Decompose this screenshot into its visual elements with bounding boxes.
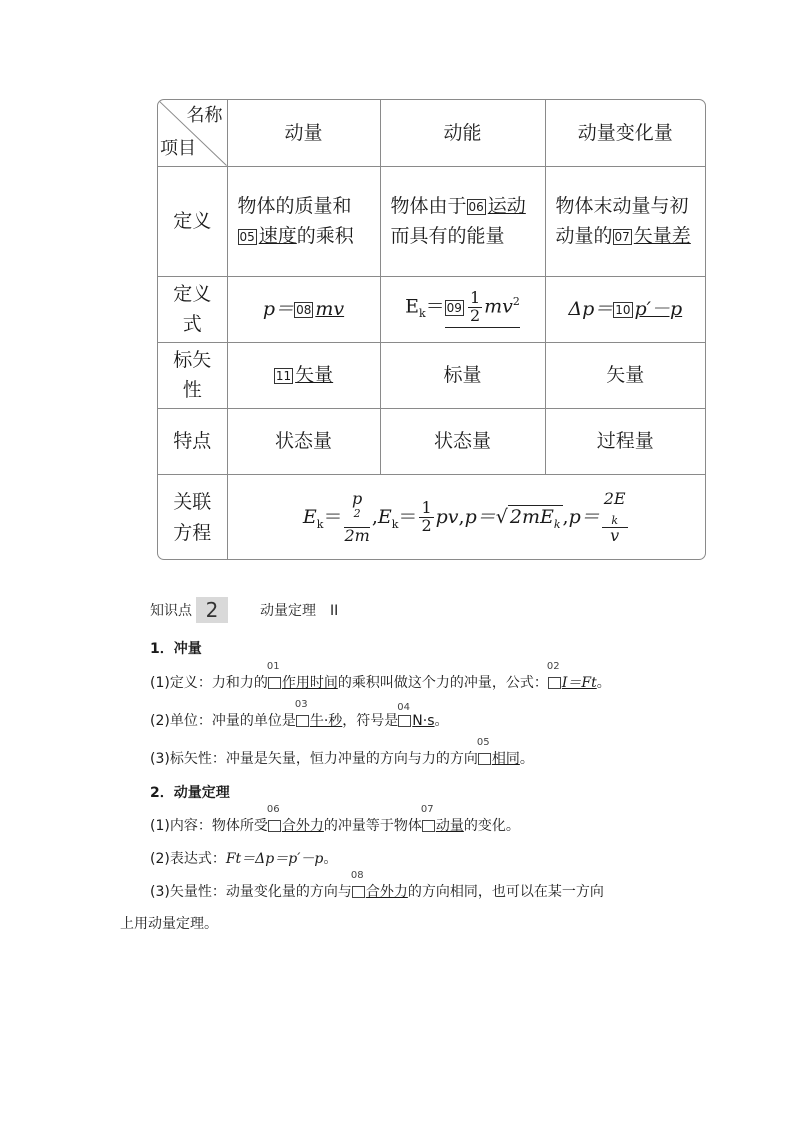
denominator: 2m xyxy=(344,525,370,545)
blank-box xyxy=(296,715,309,727)
knowledge-point-header xyxy=(150,597,338,623)
knowledge-prefix: 知识点 xyxy=(150,603,192,619)
superscript: 2 xyxy=(512,295,520,309)
blank-number: 07 xyxy=(420,804,434,815)
section2-line2 xyxy=(150,848,337,868)
blank-answer: 合外力 xyxy=(281,818,324,834)
fraction xyxy=(602,488,628,546)
fill-blank xyxy=(397,702,435,729)
section2-line1 xyxy=(150,804,520,835)
fill-blank xyxy=(420,804,464,835)
text: ，符号是 xyxy=(342,713,399,729)
table-header-row xyxy=(158,100,705,166)
section1-heading: 1．冲量 xyxy=(150,641,202,657)
fill-blank xyxy=(294,699,343,730)
eq-symbol: E xyxy=(377,505,392,528)
header-momentum: 动量 xyxy=(227,100,380,166)
text: (1)定义：力和力的 xyxy=(150,675,268,691)
momentum-comparison-table xyxy=(157,99,706,560)
text: 而具有的能量 xyxy=(390,225,505,247)
blank-number: 04 xyxy=(397,702,411,713)
blank-answer xyxy=(445,290,520,328)
blank-number: 06 xyxy=(468,199,484,214)
sqrt-text: 2mE xyxy=(509,505,554,528)
numerator-text: 2E xyxy=(603,488,626,508)
numerator xyxy=(344,488,369,528)
sqrt-body xyxy=(508,505,563,531)
blank-answer: 矢量 xyxy=(295,363,334,386)
blank-answer: 矢量差 xyxy=(633,225,691,247)
denominator: 2 xyxy=(421,516,432,536)
blank-answer: 作用时间 xyxy=(281,675,338,691)
blank-box xyxy=(268,677,281,689)
text: 。 xyxy=(596,675,611,691)
blank-box xyxy=(398,715,411,727)
text: 。 xyxy=(323,851,338,867)
fill-blank xyxy=(266,661,338,692)
blank-answer: 相同 xyxy=(491,751,520,767)
text: (3)标矢性：冲量是矢量，恒力冲量的方向与力的方向 xyxy=(150,751,478,767)
text: 的冲量等于物体 xyxy=(323,818,422,834)
section2-line3 xyxy=(150,870,604,901)
denominator: v xyxy=(610,526,620,546)
eq-symbol: E xyxy=(302,505,317,528)
cell-kinetic-definition xyxy=(380,166,545,276)
blank-number: 09 xyxy=(446,300,462,315)
text: 物体由于 xyxy=(390,194,467,217)
fraction xyxy=(344,488,370,545)
fill-blank xyxy=(350,870,408,901)
subscript: k xyxy=(316,517,324,531)
blank-answer: p′－p xyxy=(634,297,683,320)
superscript: 2 xyxy=(353,506,361,520)
row-label-formula: 定义式 xyxy=(158,276,227,342)
corner-bottom-label: 项目 xyxy=(160,137,196,159)
blank-box xyxy=(478,753,491,765)
header-kinetic-energy: 动能 xyxy=(380,100,545,166)
text: (2)表达式： xyxy=(150,851,226,867)
blank-answer: 运动 xyxy=(487,194,526,217)
blank-number: 11 xyxy=(275,368,292,383)
text: 。 xyxy=(519,751,534,767)
cell-change-vector: 矢量 xyxy=(545,342,705,408)
blank-number: 08 xyxy=(296,302,312,317)
section2-line3-continuation: 上用动量定理。 xyxy=(120,916,218,932)
blank-number: 06 xyxy=(266,804,280,815)
cell-kinetic-vector: 标量 xyxy=(380,342,545,408)
subscript: k xyxy=(611,514,618,528)
cell-momentum-formula xyxy=(227,276,380,342)
subscript: k xyxy=(418,307,426,321)
table-row-relation xyxy=(158,474,705,560)
numerator-text: p xyxy=(352,488,363,508)
text: (3)矢量性：动量变化量的方向与 xyxy=(150,884,352,900)
corner-top-label: 名称 xyxy=(186,105,223,126)
cell-momentum-vector xyxy=(227,342,380,408)
comparison-table xyxy=(158,100,705,560)
subscript: k xyxy=(391,517,399,531)
blank-number: 03 xyxy=(294,699,308,710)
section1-line1 xyxy=(150,661,611,692)
blank-answer: I＝Ft xyxy=(561,675,597,691)
section1-line3 xyxy=(150,737,534,768)
blank-number: 05 xyxy=(239,230,255,244)
cell-relation-equations: $E_k=$ p $^2$ 2m $,E_k=$ $\frac{1}{2}$ pv,p＝√ $2mE_k$ ,p＝ 2E $_k$ v xyxy=(227,474,705,560)
section2-heading: 2．动量定理 xyxy=(150,785,230,801)
blank-box xyxy=(352,886,365,898)
row-label-relation: 关联方程 xyxy=(158,474,227,560)
numerator: 1 xyxy=(469,288,481,308)
cell-momentum-definition xyxy=(227,166,380,276)
blank-answer: mv xyxy=(315,297,345,320)
blank-number: 02 xyxy=(546,661,560,672)
numerator: 1 xyxy=(421,498,432,518)
cell-momentum-feature: 状态量 xyxy=(227,408,380,474)
fill-blank xyxy=(476,737,520,768)
impulse-formula: Ft＝Δp＝p′－p xyxy=(225,851,324,867)
cell-change-feature: 过程量 xyxy=(545,408,705,474)
cell-change-definition xyxy=(545,166,705,276)
text: 。 xyxy=(434,713,449,729)
table-row-vector xyxy=(158,342,705,408)
header-momentum-change: 动量变化量 xyxy=(545,100,705,166)
subscript: k xyxy=(553,517,561,531)
cell-change-formula xyxy=(545,276,705,342)
text: (1)内容：物体所受 xyxy=(150,818,268,834)
blank-box xyxy=(268,820,281,832)
text: 物体的质量和 xyxy=(237,194,352,217)
blank-number: 07 xyxy=(614,230,630,244)
formula-rhs: mv xyxy=(484,295,513,318)
blank-answer: 动量 xyxy=(435,818,464,834)
text: 的乘积 xyxy=(296,225,354,247)
blank-answer: 牛·秒 xyxy=(309,713,343,729)
formula-lhs: E xyxy=(405,295,419,318)
text: (2)单位：冲量的单位是 xyxy=(150,713,296,729)
blank-answer: N·s xyxy=(412,713,435,729)
eq-symbol: p＝ xyxy=(464,505,496,528)
text: 物体末动量与初动量的 xyxy=(555,194,689,247)
formula-lhs: Δp＝ xyxy=(568,297,614,320)
blank-number: 05 xyxy=(476,737,490,748)
knowledge-title: 动量定理 II xyxy=(260,603,339,619)
equals: ＝ xyxy=(425,295,445,318)
knowledge-number-badge: 2 xyxy=(196,597,228,623)
blank-number: 08 xyxy=(350,870,364,881)
eq-rhs: pv xyxy=(435,505,459,528)
fill-blank xyxy=(546,661,597,692)
formula-lhs: p＝ xyxy=(262,297,295,320)
blank-box xyxy=(422,820,435,832)
text: 的乘积叫做这个力的冲量，公式： xyxy=(337,675,548,691)
fill-blank xyxy=(266,804,324,835)
corner-diagonal-cell xyxy=(158,100,227,166)
numerator xyxy=(602,488,628,529)
blank-box xyxy=(548,677,561,689)
section1-line2 xyxy=(150,699,449,730)
row-label-definition: 定义 xyxy=(158,166,227,276)
blank-number: 01 xyxy=(266,661,280,672)
row-label-feature: 特点 xyxy=(158,408,227,474)
cell-kinetic-feature: 状态量 xyxy=(380,408,545,474)
cell-kinetic-formula xyxy=(380,276,545,342)
denominator: 2 xyxy=(469,306,481,325)
table-row-formula xyxy=(158,276,705,342)
blank-answer: 速度 xyxy=(258,225,297,247)
table-row-feature xyxy=(158,408,705,474)
text: 的变化。 xyxy=(463,818,520,834)
fraction xyxy=(468,290,482,325)
blank-answer: 合外力 xyxy=(365,884,408,900)
eq-symbol: p＝ xyxy=(568,505,600,528)
row-label-vector: 标矢性 xyxy=(158,342,227,408)
fraction xyxy=(419,500,433,535)
text: 的方向相同，也可以在某一方向 xyxy=(407,884,604,900)
table-row-definition xyxy=(158,166,705,276)
blank-number: 10 xyxy=(615,302,631,317)
